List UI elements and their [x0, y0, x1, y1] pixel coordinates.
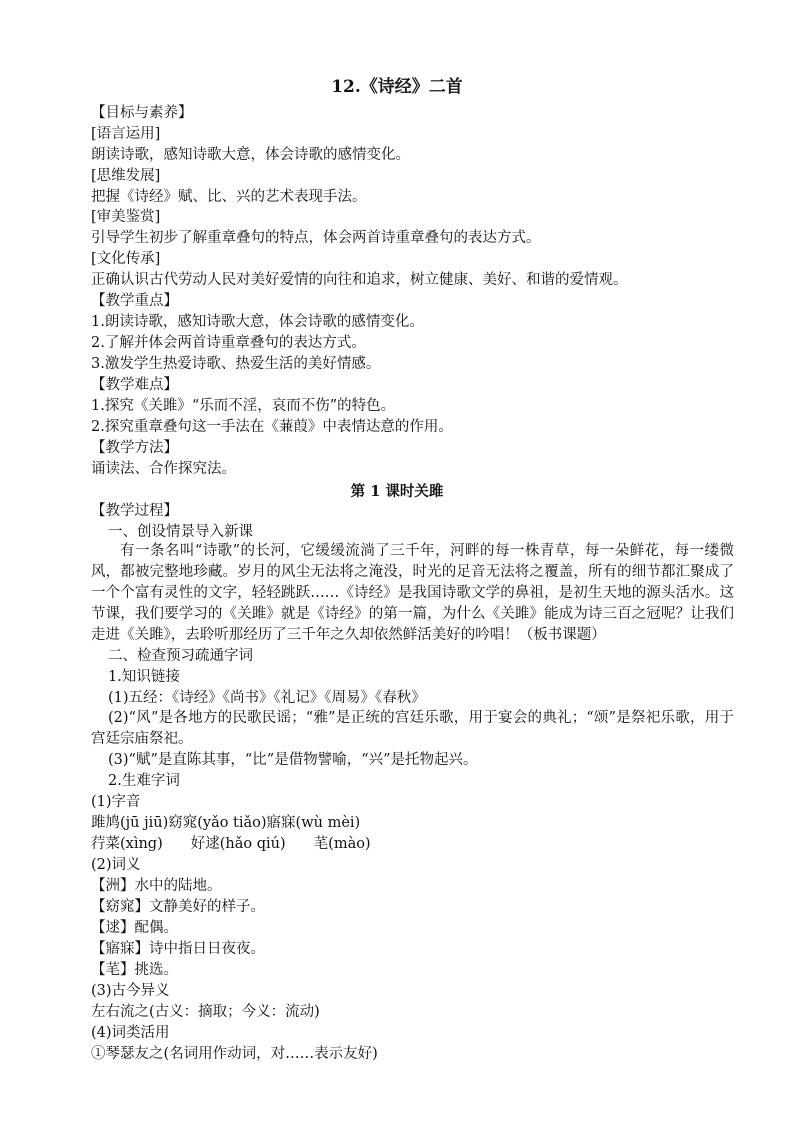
goal-culture-text: 正确认识古代劳动人民对美好爱情的向往和追求，树立健康、美好、和谐的爱情观。 [91, 272, 628, 288]
meaning-item-5: 【芼】挑选。 [91, 962, 178, 978]
vocabulary-heading: 2.生难字词 [108, 773, 180, 789]
pinyin-line-2 [91, 834, 371, 854]
pronunciation-heading: (1)字音 [91, 794, 141, 810]
meaning-item-3: 【逑】配偶。 [91, 920, 178, 936]
meaning-heading: (2)词义 [91, 857, 141, 873]
difficulty-2: 2.探究重章叠句这一手法在《蒹葭》中表情达意的作用。 [91, 419, 453, 435]
goal-thinking-text: 把握《诗经》赋、比、兴的艺术表现手法。 [91, 189, 367, 205]
methods-text: 诵读法、合作探究法。 [91, 461, 236, 477]
subsection-aesthetics: [审美鉴赏] [91, 209, 161, 225]
step-1-heading: 一、创设情景导入新课 [108, 524, 253, 540]
subsection-culture: [文化传承] [91, 251, 161, 267]
word-class-heading: (4)词类活用 [91, 1025, 170, 1041]
section-key-points: 【教学重点】 [91, 293, 178, 309]
step-2-heading: 二、检查预习疏通字词 [108, 648, 253, 664]
pinyin-line-1: 雎鸠(jū jiū)窈窕(yǎo tiǎo)寤寐(wù mèi) [91, 815, 361, 831]
knowledge-item-1: (1)五经：《诗经》《尚书》《礼记》《周易》《春秋》 [108, 690, 426, 706]
knowledge-item-3: (3)“赋”是直陈其事，“比”是借物譬喻，“兴”是托物起兴。 [108, 752, 478, 768]
lesson-title: 第 1 课时关雎 [350, 483, 444, 500]
meaning-item-1: 【洲】水中的陆地。 [91, 878, 222, 894]
section-goals: 【目标与素养】 [91, 105, 193, 121]
subsection-thinking: [思维发展] [91, 168, 161, 184]
knowledge-link-heading: 1.知识链接 [108, 669, 180, 685]
key-point-3: 3.激发学生热爱诗歌、热爱生活的美好情感。 [91, 356, 381, 372]
knowledge-item-2: (2)“风”是各地方的民歌民谣；“雅”是正统的宫廷乐歌，用于宴会的典礼；“颂”是祭祀乐歌，用于宫廷宗庙祭祀。 [91, 710, 734, 747]
key-point-2: 2.了解并体会两首诗重章叠句的表达方式。 [91, 335, 366, 351]
pinyin-haoqiu: 好逑(hǎo qiú) [190, 836, 286, 852]
section-difficulties: 【教学难点】 [91, 377, 178, 393]
subsection-language: [语言运用] [91, 126, 161, 142]
intro-paragraph: 有一条名叫“诗歌”的长河，它缓缓流淌了三千年，河畔的每一株青草，每一朵鲜花，每一缕微风，都被完整地珍藏。岁月的风尘无法将之淹没，时光的足音无法将之覆盖，所有的细节都汇聚成了一个个富有灵性的文字，轻轻跳跃……《诗经》是我国诗歌文学的鼻祖，是初生天地的源头活水。这节课，我们要学习的《关雎》就是《诗经》的第一篇，为什么《关雎》能成为诗三百之冠呢？让我们走进《关雎》，去聆听那经历了三千年之久却依然鲜活美好的吟唱！（板书课题） [91, 543, 734, 643]
ancient-modern-item-1: 左右流之(古义：摘取；今义：流动) [91, 1004, 320, 1020]
section-methods: 【教学方法】 [91, 440, 178, 456]
meaning-item-4: 【寤寐】诗中指日日夜夜。 [91, 941, 265, 957]
pinyin-mao: 芼(mào) [313, 836, 371, 852]
key-point-1: 1.朗读诗歌，感知诗歌大意，体会诗歌的感情变化。 [91, 314, 424, 330]
goal-aesthetics-text: 引导学生初步了解重章叠句的特点，体会两首诗重章叠句的表达方式。 [91, 230, 541, 246]
pinyin-xingcai: 荇菜(xìng) [91, 836, 163, 852]
section-process: 【教学过程】 [91, 503, 178, 519]
ancient-modern-heading: (3)古今异义 [91, 983, 170, 999]
document-title: 12.《诗经》二首 [331, 77, 463, 97]
goal-language-text: 朗读诗歌，感知诗歌大意，体会诗歌的感情变化。 [91, 147, 410, 163]
meaning-item-2: 【窈窕】文静美好的样子。 [91, 899, 265, 915]
word-class-item-1: ①琴瑟友之(名词用作动词，对……表示友好) [91, 1046, 378, 1062]
difficulty-1: 1.探究《关雎》“乐而不淫，哀而不伤”的特色。 [91, 398, 396, 414]
